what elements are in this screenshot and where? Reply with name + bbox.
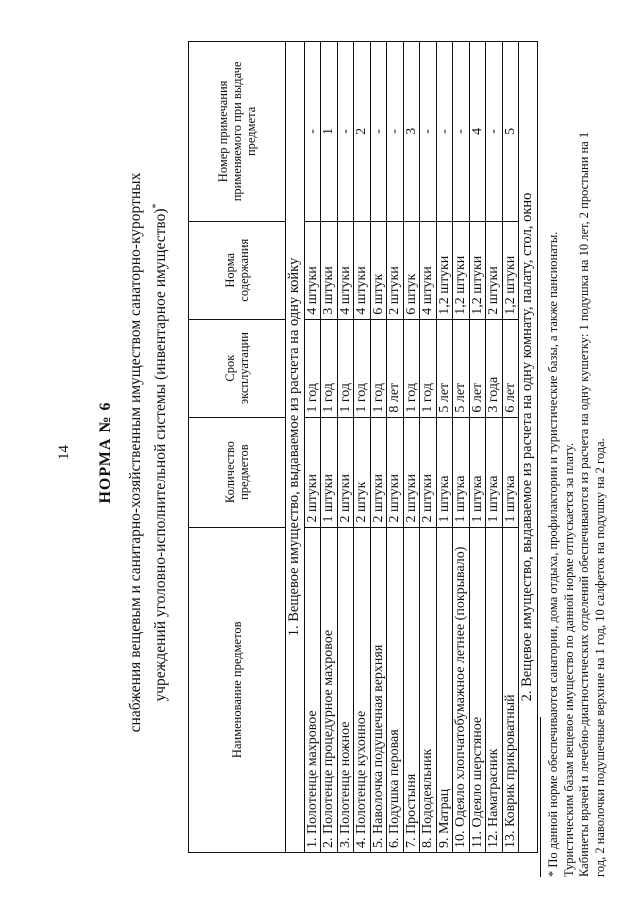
section-1-row xyxy=(286,42,305,853)
page-number: 14 xyxy=(56,445,72,460)
table-row xyxy=(403,42,420,853)
table-header-row xyxy=(189,42,286,853)
cell-name: 11. Одеяло шерстяное xyxy=(469,527,486,852)
footnote-line-3: Кабинеты врачей и лечебно-диагностических отделений обеспечиваются из расчета на одну кушетку: 1 подушка на 10 лет, 2 простыни на 1 xyxy=(577,131,591,877)
header-term: Срок эксплуатации xyxy=(189,319,286,417)
cell-term: 1 год xyxy=(321,319,338,417)
cell-norm: 2 штуки xyxy=(486,221,503,319)
cell-note: - xyxy=(436,42,453,222)
cell-norm: 1,2 штуки xyxy=(453,221,470,319)
table-row xyxy=(469,42,486,853)
cell-note: - xyxy=(370,42,387,222)
header-quantity: Количество предметов xyxy=(189,417,286,527)
cell-term: 6 лет xyxy=(502,319,519,417)
cell-name: 6. Подушка перовая xyxy=(387,527,404,852)
section-2-heading: 2. Вещевое имущество, выдаваемое из расчета на одну комнату, палату, стол, окно xyxy=(519,42,538,853)
cell-quantity: 1 штука xyxy=(436,417,453,527)
cell-name: 10. Одеяло хлопчатобумажное летнее (покрывало) xyxy=(453,527,470,852)
footnotes xyxy=(540,17,608,877)
cell-quantity: 2 штуки xyxy=(337,417,354,527)
cell-norm: 1,2 штуки xyxy=(502,221,519,319)
cell-quantity: 1 штука xyxy=(486,417,503,527)
cell-name: 9. Матрац xyxy=(436,527,453,852)
cell-quantity: 2 штуки xyxy=(420,417,437,527)
cell-term: 1 год xyxy=(337,319,354,417)
cell-norm: 4 штуки xyxy=(304,221,321,319)
header-name: Наименование предметов xyxy=(189,527,286,852)
subtitle-line-2-text: учреждений уголовно-исполнительной системы (инвентарное имущество) xyxy=(152,208,170,702)
cell-norm: 6 штук xyxy=(370,221,387,319)
cell-name: 2. Полотенце процедурное махровое xyxy=(321,527,338,852)
table-row xyxy=(337,42,354,853)
subtitle-footnote-mark: * xyxy=(151,203,162,209)
cell-name: 8. Пододеяльник xyxy=(420,527,437,852)
cell-term: 5 лет xyxy=(436,319,453,417)
table-row xyxy=(304,42,321,853)
cell-note: - xyxy=(420,42,437,222)
cell-name: 3. Полотенце ножное xyxy=(337,527,354,852)
header-norm: Норма содержания xyxy=(189,221,286,319)
cell-note: 5 xyxy=(502,42,519,222)
cell-note: 3 xyxy=(403,42,420,222)
cell-quantity: 1 штука xyxy=(453,417,470,527)
cell-term: 1 год xyxy=(304,319,321,417)
cell-quantity: 1 штука xyxy=(469,417,486,527)
cell-note: - xyxy=(304,42,321,222)
cell-norm: 6 штук xyxy=(403,221,420,319)
cell-norm: 4 штуки xyxy=(420,221,437,319)
cell-name: 1. Полотенце махровое xyxy=(304,527,321,852)
cell-term: 8 лет xyxy=(387,319,404,417)
cell-quantity: 1 штуки xyxy=(321,417,338,527)
cell-note: - xyxy=(486,42,503,222)
cell-term: 1 год xyxy=(370,319,387,417)
section-2-row xyxy=(519,42,538,853)
cell-quantity: 2 штук xyxy=(354,417,371,527)
table-row xyxy=(436,42,453,853)
cell-term: 6 лет xyxy=(469,319,486,417)
cell-quantity: 2 штуки xyxy=(387,417,404,527)
subtitle-line-1: снабжения вещевым и санитарно-хозяйственным имуществом санаторно-курортных xyxy=(127,172,144,733)
cell-note: 4 xyxy=(469,42,486,222)
table-row xyxy=(486,42,503,853)
header-note: Номер примечания применяемого при выдаче предмета xyxy=(189,42,286,222)
footnote-line-4: год, 2 наволочки подушечные верхние на 1 год, 10 салфеток на подушку на 2 года. xyxy=(592,438,607,877)
cell-name: 13. Коврик прикроватный xyxy=(502,527,519,852)
cell-norm: 1,2 штуки xyxy=(436,221,453,319)
cell-norm: 3 штуки xyxy=(321,221,338,319)
section-1-heading: 1. Вещевое имущество, выдаваемое из расчета на одну койку xyxy=(286,42,305,853)
table-row xyxy=(387,42,404,853)
cell-note: - xyxy=(453,42,470,222)
cell-name: 5. Наволочка подушечная верхняя xyxy=(370,527,387,852)
footnote-line-1: * По данной норме обеспечиваются санатории, дома отдыха, профилактории и туристические базы, а также пансионаты. xyxy=(546,231,560,877)
cell-quantity: 2 штуки xyxy=(403,417,420,527)
cell-quantity: 2 штуки xyxy=(304,417,321,527)
cell-name: 4. Полотенце кухонное xyxy=(354,527,371,852)
table-row xyxy=(370,42,387,853)
cell-note: - xyxy=(337,42,354,222)
table-row xyxy=(420,42,437,853)
table-row xyxy=(502,42,519,853)
table-row xyxy=(321,42,338,853)
cell-term: 1 год xyxy=(354,319,371,417)
table-row xyxy=(453,42,470,853)
table-row xyxy=(354,42,371,853)
cell-note: - xyxy=(387,42,404,222)
cell-term: 1 год xyxy=(420,319,437,417)
cell-name: 7. Простыня xyxy=(403,527,420,852)
cell-quantity: 1 штука xyxy=(502,417,519,527)
cell-term: 3 года xyxy=(486,319,503,417)
footnote-divider xyxy=(540,717,541,877)
cell-quantity: 2 штуки xyxy=(370,417,387,527)
cell-norm: 4 штуки xyxy=(354,221,371,319)
cell-note: 2 xyxy=(354,42,371,222)
cell-norm: 4 штуки xyxy=(337,221,354,319)
footnote-line-2: Туристическим базам вещевое имущество по данной норме отпускается за плату. xyxy=(561,442,576,877)
cell-term: 1 год xyxy=(403,319,420,417)
document-subtitle xyxy=(125,110,171,795)
cell-name: 12. Наматрасник xyxy=(486,527,503,852)
cell-note: 1 xyxy=(321,42,338,222)
subtitle-line-2 xyxy=(146,110,171,795)
cell-norm: 2 штуки xyxy=(387,221,404,319)
cell-term: 5 лет xyxy=(453,319,470,417)
norm-table xyxy=(188,41,538,853)
cell-norm: 1,2 штуки xyxy=(469,221,486,319)
document-title: НОРМА № 6 xyxy=(97,401,114,504)
